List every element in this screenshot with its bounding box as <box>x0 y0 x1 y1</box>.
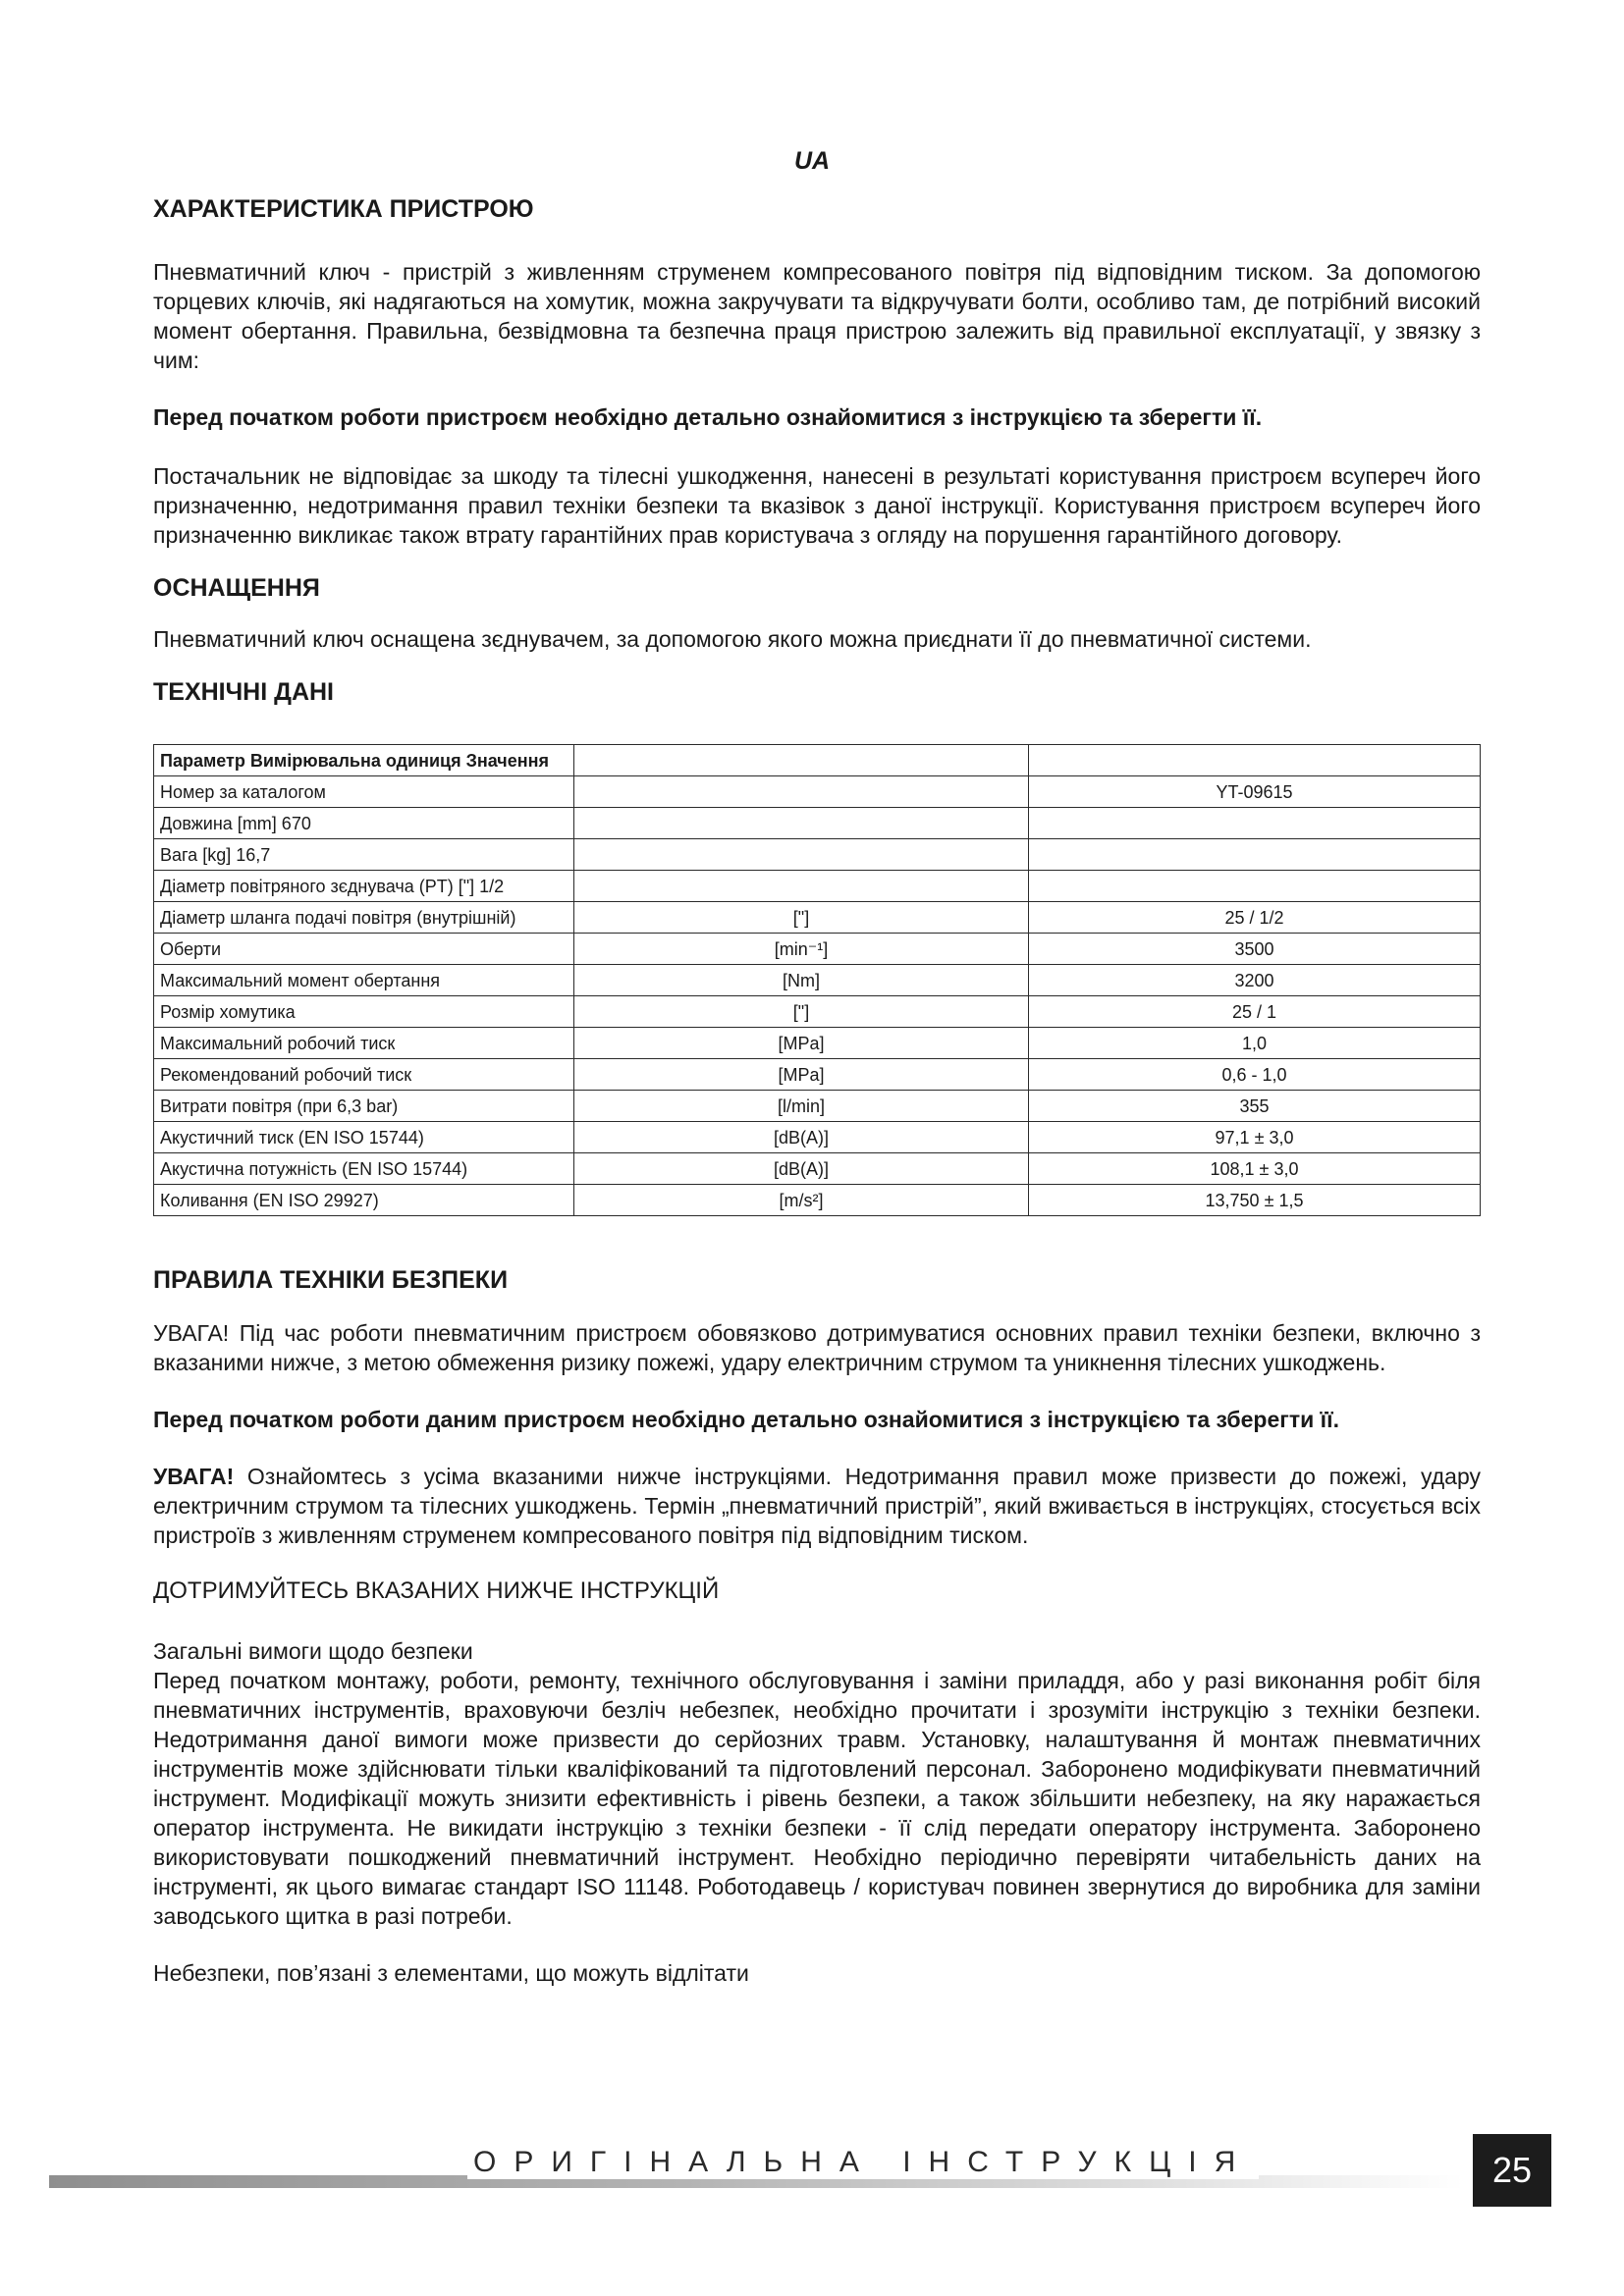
param-cell: Максимальний момент обертання <box>154 965 574 996</box>
unit-cell <box>574 808 1029 839</box>
table-row <box>154 1185 1481 1216</box>
section-title-characteristics: ХАРАКТЕРИСТИКА ПРИСТРОЮ <box>153 195 534 223</box>
value-cell: 0,6 - 1,0 <box>1029 1059 1481 1091</box>
section-title-equipment: ОСНАЩЕННЯ <box>153 574 320 602</box>
table-row <box>154 1091 1481 1122</box>
param-cell: Максимальний робочий тиск <box>154 1028 574 1059</box>
table-row <box>154 776 1481 808</box>
param-cell: Рекомендований робочий тиск <box>154 1059 574 1091</box>
table-row <box>154 839 1481 871</box>
paragraph-warning-read: Перед початком роботи пристроєм необхідно детально ознайомитися з інструкцією та зберегти її. <box>153 404 1263 430</box>
table-row <box>154 965 1481 996</box>
value-cell: 25 / 1/2 <box>1029 902 1481 934</box>
section-title-safety: ПРАВИЛА ТЕХНІКИ БЕЗПЕКИ <box>153 1266 509 1294</box>
value-cell: 3500 <box>1029 934 1481 965</box>
param-cell: Акустичний тиск (EN ISO 15744) <box>154 1122 574 1153</box>
table-row <box>154 902 1481 934</box>
page-number: 25 <box>1473 2134 1551 2207</box>
paragraph-equipment: Пневматичний ключ оснащена зєднувачем, за допомогою якого можна приєднати її до пневматичної системи. <box>153 626 1312 652</box>
paragraph-liability: Постачальник не відповідає за шкоду та тілесні ушкодження, нанесені в результаті користування пристроєм всупереч його призначенню, недотримання правил техніки безпеки та вказівок з даної інструкції. Користування пристроєм всупереч його призначенню викликає також втрату гарантійних прав користувача з огляду на порушення гарантійного договору. <box>153 463 1481 548</box>
unit-cell: ["] <box>574 996 1029 1028</box>
attention-text: Ознайомтесь з усіма вказаними нижче інструкціями. Недотримання правил може призвести до пожежі, удару електричним струмом та тілесних ушкоджень. Термін „пневматичний пристрій”, який вживається в інструкціях, стосується всіх пристроїв з живленням струменем компресованого повітря під відповідним тиском. <box>153 1464 1481 1548</box>
heading-follow-instructions: ДОТРИМУЙТЕСЬ ВКАЗАНИХ НИЖЧЕ ІНСТРУКЦІЙ <box>153 1577 720 1604</box>
value-cell <box>1029 871 1481 902</box>
value-cell: 108,1 ± 3,0 <box>1029 1153 1481 1185</box>
table-row <box>154 996 1481 1028</box>
technical-data-table <box>153 744 1481 1216</box>
paragraph-attention <box>153 1462 1481 1550</box>
value-cell <box>1029 839 1481 871</box>
value-cell: YT-09615 <box>1029 776 1481 808</box>
param-cell: Параметр Вимірювальна одиниця Значення <box>154 745 574 776</box>
unit-cell: [dB(A)] <box>574 1122 1029 1153</box>
language-code: UA <box>793 147 831 175</box>
value-cell: 97,1 ± 3,0 <box>1029 1122 1481 1153</box>
unit-cell: [dB(A)] <box>574 1153 1029 1185</box>
table-row <box>154 808 1481 839</box>
value-cell: 1,0 <box>1029 1028 1481 1059</box>
table-row <box>154 934 1481 965</box>
paragraph-description: Пневматичний ключ - пристрій з живленням струменем компресованого повітря під відповідним тиском. За допомогою торцевих ключів, які надягаються на хомутик, можна закручувати та відкручувати болти, особливо там, де потрібний високий момент обертання. Правильна, безвідмовна та безпечна праця пристрою залежить від правильної експлуатації, у звязку з чим: <box>153 259 1481 373</box>
paragraph-flying-parts-hazard: Небезпеки, пов’язані з елементами, що можуть відлітати <box>153 1960 749 1986</box>
main-content <box>153 192 1481 1988</box>
unit-cell: ["] <box>574 902 1029 934</box>
unit-cell <box>574 776 1029 808</box>
param-cell: Діаметр шланга подачі повітря (внутрішній) <box>154 902 574 934</box>
section-title-technical-data: ТЕХНІЧНІ ДАНІ <box>153 678 334 706</box>
table-row <box>154 1059 1481 1091</box>
paragraph-warning-read-2: Перед початком роботи даним пристроєм необхідно детально ознайомитися з інструкцією та зберегти її. <box>153 1407 1339 1432</box>
value-cell: 13,750 ± 1,5 <box>1029 1185 1481 1216</box>
param-cell: Акустична потужність (EN ISO 15744) <box>154 1153 574 1185</box>
param-cell: Витрати повітря (при 6,3 bar) <box>154 1091 574 1122</box>
table-row <box>154 1122 1481 1153</box>
paragraph-safety-warning: УВАГА! Під час роботи пневматичним пристроєм обовязково дотримуватися основних правил техніки безпеки, включно з вказаними нижче, з метою обмеження ризику пожежі, удару електричним струмом та уникнення тілесних ушкоджень. <box>153 1320 1481 1375</box>
footer-original-instruction: ОРИГІНАЛЬНА ІНСТРУКЦІЯ <box>467 2146 1259 2179</box>
param-cell: Вага [kg] 16,7 <box>154 839 574 871</box>
value-cell: 25 / 1 <box>1029 996 1481 1028</box>
unit-cell: [l/min] <box>574 1091 1029 1122</box>
value-cell: 355 <box>1029 1091 1481 1122</box>
param-cell: Коливання (EN ISO 29927) <box>154 1185 574 1216</box>
param-cell: Діаметр повітряного зєднувача (PT) ["] 1/2 <box>154 871 574 902</box>
value-cell <box>1029 745 1481 776</box>
param-cell: Розмір хомутика <box>154 996 574 1028</box>
unit-cell: [m/s²] <box>574 1185 1029 1216</box>
table-row <box>154 1153 1481 1185</box>
paragraph-general-requirements: Перед початком монтажу, роботи, ремонту, технічного обслуговування і заміни приладдя, або у разі виконання робіт біля пневматичних інструментів, враховуючи безліч небезпек, необхідно прочитати і зрозуміти інструкцію з техніки безпеки. Недотримання даної вимоги може призвести до серйозних травм. Установку, налаштування й монтаж пневматичних інструментів може здійснювати тільки кваліфікований та підготовлений персонал. Заборонено модифікувати пневматичний інструмент. Модифікації можуть знизити ефективність і рівень безпеки, а також збільшити небезпеку, на яку наражається оператор інструмента. Не викидати інструкцію з техніки безпеки - її слід передати оператору інструмента. Заборонено використовувати пошкоджений пневматичний інструмент. Необхідно періодично перевіряти читабельність даних на інструменті, як цього вимагає стандарт ISO 11148. Роботодавець / користувач повинен звернутися до виробника для заміни заводського щитка в разі потреби. <box>153 1668 1481 1929</box>
unit-cell: [Nm] <box>574 965 1029 996</box>
unit-cell: [min⁻¹] <box>574 934 1029 965</box>
unit-cell <box>574 871 1029 902</box>
param-cell: Довжина [mm] 670 <box>154 808 574 839</box>
param-cell: Оберти <box>154 934 574 965</box>
table-row <box>154 871 1481 902</box>
table-row <box>154 745 1481 776</box>
unit-cell <box>574 745 1029 776</box>
value-cell <box>1029 808 1481 839</box>
unit-cell <box>574 839 1029 871</box>
unit-cell: [MPa] <box>574 1028 1029 1059</box>
table-row <box>154 1028 1481 1059</box>
value-cell: 3200 <box>1029 965 1481 996</box>
param-cell: Номер за каталогом <box>154 776 574 808</box>
unit-cell: [MPa] <box>574 1059 1029 1091</box>
attention-label: УВАГА! <box>153 1464 235 1489</box>
subheading-general-requirements: Загальні вимоги щодо безпеки <box>153 1638 473 1664</box>
